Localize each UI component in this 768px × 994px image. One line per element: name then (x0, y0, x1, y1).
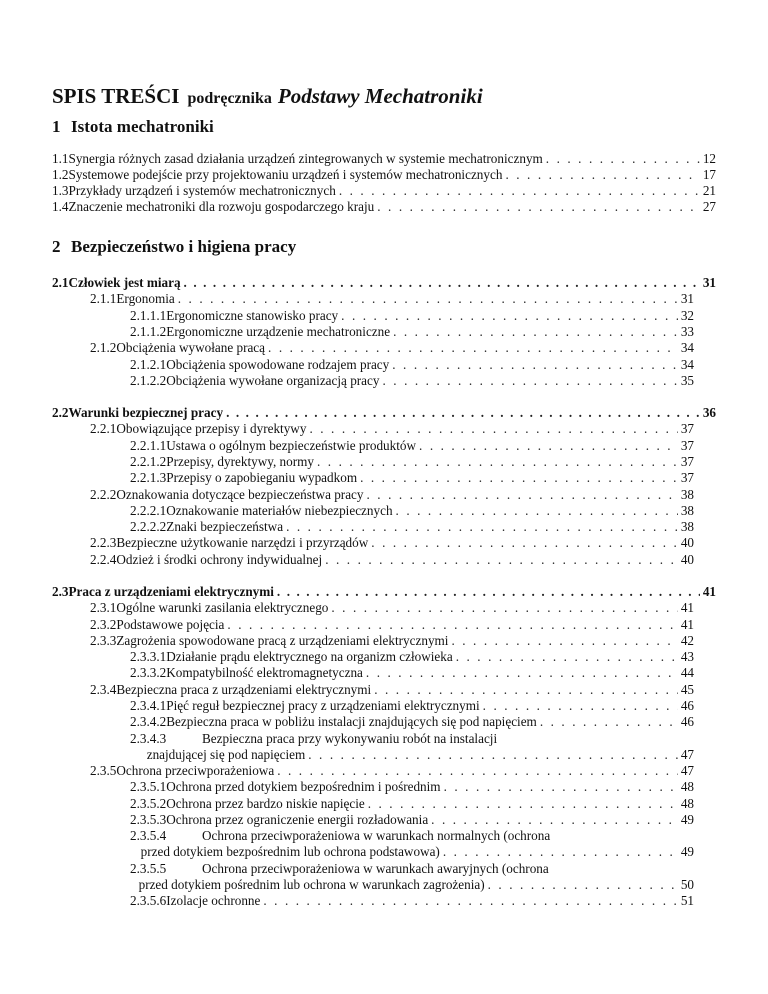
dot-leader (451, 632, 677, 649)
entry-number: 2.1.1 (90, 291, 117, 306)
page-number: 51 (680, 893, 694, 908)
entry-number: 2.3.5.1 (130, 779, 167, 794)
page-number: 36 (702, 405, 716, 420)
entry-title: Praca z urządzeniami elektrycznymi (68, 584, 274, 599)
entry-title: Ergonomia (116, 291, 175, 306)
entry-number: 2.3.5.3 (130, 812, 167, 827)
page-number: 49 (680, 844, 694, 859)
dot-leader (325, 551, 678, 568)
entry-title: Ochrona przez ograniczenie energii rozładowania (166, 812, 429, 827)
page-number: 38 (680, 487, 694, 502)
entry-number: 2.3.5 (90, 763, 117, 778)
entry-title: Odzież i środki ochrony indywidualnej (116, 552, 323, 567)
entry-number: 2.1.1.1 (130, 308, 167, 323)
entry-number: 2.1 (52, 275, 69, 290)
entry-title: Izolacje ochronne (166, 893, 261, 908)
entry-title: Obciążenia wywołane organizacją pracy (166, 373, 380, 388)
entry-title: Ochrona przeciwporażeniowa (116, 763, 275, 778)
entry-number: 2.3.4.1 (130, 698, 167, 713)
toc-entry (52, 274, 716, 291)
entry-number: 2.3.1 (90, 600, 117, 615)
chapter-title: Istota mechatroniki (71, 117, 214, 136)
entry-title: Bezpieczna praca przy wykonywaniu robót na instalacji (202, 731, 498, 746)
entry-number: 2.3.5.4 (130, 828, 167, 843)
book-title: Podstawy Mechatroniki (277, 84, 483, 108)
chapter-number: 2 (52, 237, 61, 256)
page-number: 41 (680, 617, 694, 632)
entry-title: Obciążenia wywołane pracą (116, 340, 266, 355)
toc-entry (130, 437, 694, 454)
toc-entry (90, 681, 694, 698)
entry-number: 2.2.1 (90, 421, 117, 436)
dot-leader (360, 469, 678, 486)
entry-title: Pięć reguł bezpiecznej pracy z urządzeniami elektrycznymi (166, 698, 480, 713)
entry-number: 2.3 (52, 584, 69, 599)
page-number: 37 (680, 421, 694, 436)
entry-number: 2.2 (52, 405, 69, 420)
entry-title: Przykłady urządzeń i systemów mechatronicznych (68, 183, 336, 198)
dot-leader (483, 697, 678, 714)
dot-leader (286, 518, 678, 535)
dot-leader (546, 150, 700, 167)
entry-number: 2.3.2 (90, 617, 117, 632)
entry-number: 2.1.2 (90, 340, 117, 355)
toc-entry (130, 892, 694, 909)
toc-entry (52, 583, 716, 600)
entry-title: Człowiek jest miarą (68, 275, 181, 290)
dot-leader (308, 746, 678, 763)
page-number: 21 (702, 183, 716, 198)
dot-leader (309, 420, 677, 437)
toc-entry (52, 404, 716, 421)
entry-number: 2.2.2.1 (130, 503, 167, 518)
entry-title: Oznakowanie materiałów niebezpiecznych (166, 503, 393, 518)
chapter-title: Bezpieczeństwo i higiena pracy (71, 237, 297, 256)
entry-number: 2.3.4 (90, 682, 117, 697)
toc-entry (90, 486, 694, 503)
dot-leader (184, 274, 700, 291)
chapter-heading (52, 117, 214, 137)
toc-entry (90, 339, 694, 356)
page-number: 50 (680, 877, 694, 892)
toc-entry (90, 632, 694, 649)
entry-title: Podstawowe pojęcia (116, 617, 225, 632)
toc-entry (130, 664, 694, 681)
chapter-heading (52, 237, 296, 257)
dot-leader (419, 437, 678, 454)
entry-number: 2.3.4.2 (130, 714, 167, 729)
toc-entry (130, 860, 694, 877)
toc-entry (90, 290, 694, 307)
page-number: 49 (680, 812, 694, 827)
page-number: 27 (702, 199, 716, 214)
entry-title-continued: znajdującej się pod napięciem (146, 747, 306, 762)
toc-entry (52, 150, 716, 167)
entry-title: Znaczenie mechatroniki dla rozwoju gospodarczego kraju (68, 199, 375, 214)
page-number: 40 (680, 535, 694, 550)
entry-number: 1.1 (52, 151, 69, 166)
page-number: 34 (680, 357, 694, 372)
dot-leader (392, 356, 678, 373)
toc-entry (130, 795, 694, 812)
entry-title: Ochrona przeciwporażeniowa w warunkach normalnych (ochrona (202, 828, 551, 843)
entry-title: Ochrona przeciwporażeniowa w warunkach awaryjnych (ochrona (202, 861, 549, 876)
page-number: 47 (680, 747, 694, 762)
toc-entry (130, 730, 694, 747)
toc-entry (130, 827, 694, 844)
entry-number: 2.2.4 (90, 552, 117, 567)
dot-leader (443, 843, 678, 860)
page-number: 41 (680, 600, 694, 615)
entry-title: Synergia różnych zasad działania urządzeń zintegrowanych w systemie mechatronicznym (68, 151, 543, 166)
dot-leader (341, 307, 678, 324)
entry-title: Obowiązujące przepisy i dyrektywy (116, 421, 307, 436)
dot-leader (277, 762, 678, 779)
toc-entry (52, 182, 716, 199)
toc-entry (130, 811, 694, 828)
page-number: 46 (680, 698, 694, 713)
title-subtitle: podręcznika (187, 90, 272, 107)
entry-number: 1.4 (52, 199, 69, 214)
entry-title: Przepisy o zapobieganiu wypadkom (166, 470, 358, 485)
toc-entry (90, 534, 694, 551)
dot-leader (371, 534, 678, 551)
page-number: 37 (680, 454, 694, 469)
dot-leader (227, 616, 677, 633)
dot-leader (374, 681, 678, 698)
toc-entry (130, 876, 694, 893)
entry-title: Kompatybilność elektromagnetyczna (166, 665, 363, 680)
entry-title: Ergonomiczne stanowisko pracy (166, 308, 339, 323)
entry-number: 2.3.4.3 (130, 731, 167, 746)
page-number: 33 (680, 324, 694, 339)
toc-entry (130, 843, 694, 860)
dot-leader (377, 198, 700, 215)
page-number: 37 (680, 470, 694, 485)
toc-entry (130, 502, 694, 519)
entry-title: Zagrożenia spowodowane pracą z urządzeniami elektrycznymi (116, 633, 449, 648)
dot-leader (339, 182, 700, 199)
title-main: SPIS TREŚCI (52, 84, 180, 108)
entry-title: Ergonomiczne urządzenie mechatroniczne (166, 324, 391, 339)
dot-leader (268, 339, 678, 356)
entry-number: 2.2.2 (90, 487, 117, 502)
toc-entry (90, 599, 694, 616)
entry-number: 2.3.3.1 (130, 649, 167, 664)
page-number: 17 (702, 167, 716, 182)
entry-title: Ochrona przez bardzo niskie napięcie (166, 796, 365, 811)
page-number: 43 (680, 649, 694, 664)
entry-title: Bezpieczna praca z urządzeniami elektrycznymi (116, 682, 372, 697)
dot-leader (317, 453, 678, 470)
entry-title: Warunki bezpiecznej pracy (68, 405, 224, 420)
dot-leader (263, 892, 677, 909)
page-number: 41 (702, 584, 716, 599)
entry-number: 2.1.1.2 (130, 324, 167, 339)
entry-title-continued: przed dotykiem bezpośrednim lub ochrona podstawowa) (140, 844, 440, 859)
toc-entry (130, 307, 694, 324)
toc-entry (130, 713, 694, 730)
entry-number: 2.1.2.2 (130, 373, 167, 388)
toc-entry (130, 648, 694, 665)
toc-entry (130, 746, 694, 763)
entry-number: 2.3.3 (90, 633, 117, 648)
entry-number: 2.3.5.2 (130, 796, 167, 811)
page-number: 34 (680, 340, 694, 355)
entry-number: 1.2 (52, 167, 69, 182)
toc-entry (90, 762, 694, 779)
entry-title: Ochrona przed dotykiem bezpośrednim i pośrednim (166, 779, 441, 794)
toc-entry (90, 551, 694, 568)
dot-leader (366, 664, 678, 681)
page-number: 42 (680, 633, 694, 648)
toc-entry (130, 356, 694, 373)
toc-entry (130, 778, 694, 795)
page-title (52, 84, 483, 109)
page-number: 12 (702, 151, 716, 166)
toc-entry (130, 697, 694, 714)
toc-entry (90, 420, 694, 437)
entry-title: Obciążenia spowodowane rodzajem pracy (166, 357, 390, 372)
entry-title: Znaki bezpieczeństwa (166, 519, 284, 534)
page-number: 31 (702, 275, 716, 290)
dot-leader (277, 583, 700, 600)
page-number: 44 (680, 665, 694, 680)
page-number: 38 (680, 503, 694, 518)
entry-title: Bezpieczne użytkowanie narzędzi i przyrządów (116, 535, 369, 550)
page-number: 48 (680, 796, 694, 811)
page-number: 47 (680, 763, 694, 778)
entry-number: 2.2.2.2 (130, 519, 167, 534)
dot-leader (367, 486, 678, 503)
entry-number: 2.3.5.6 (130, 893, 167, 908)
page-number: 31 (680, 291, 694, 306)
entry-title: Bezpieczna praca w pobliżu instalacji znajdujących się pod napięciem (166, 714, 537, 729)
entry-title: Przepisy, dyrektywy, normy (166, 454, 314, 469)
entry-number: 2.2.1.3 (130, 470, 167, 485)
entry-title: Oznakowania dotyczące bezpieczeństwa pracy (116, 487, 364, 502)
entry-title: Działanie prądu elektrycznego na organizm człowieka (166, 649, 453, 664)
toc-entry (130, 518, 694, 535)
entry-title: Ustawa o ogólnym bezpieczeństwie produktów (166, 438, 417, 453)
dot-leader (396, 502, 678, 519)
toc-entry (130, 469, 694, 486)
page-number: 40 (680, 552, 694, 567)
entry-number: 1.3 (52, 183, 69, 198)
dot-leader (444, 778, 678, 795)
dot-leader (178, 290, 678, 307)
entry-number: 2.2.3 (90, 535, 117, 550)
entry-number: 2.2.1.2 (130, 454, 167, 469)
dot-leader (488, 876, 678, 893)
entry-number: 2.2.1.1 (130, 438, 167, 453)
entry-title-continued: przed dotykiem pośrednim lub ochrona w warunkach zagrożenia) (138, 877, 485, 892)
toc-entry (52, 198, 716, 215)
page-number: 48 (680, 779, 694, 794)
chapter-number: 1 (52, 117, 61, 136)
page-number: 46 (680, 714, 694, 729)
page-number: 32 (680, 308, 694, 323)
dot-leader (393, 323, 678, 340)
toc-entry (130, 453, 694, 470)
entry-number: 2.3.3.2 (130, 665, 167, 680)
dot-leader (540, 713, 678, 730)
page-number: 38 (680, 519, 694, 534)
page-number: 45 (680, 682, 694, 697)
dot-leader (331, 599, 677, 616)
entry-title: Systemowe podejście przy projektowaniu urządzeń i systemów mechatronicznych (68, 167, 503, 182)
dot-leader (226, 404, 700, 421)
toc-entry (130, 372, 694, 389)
toc-entry (52, 166, 716, 183)
toc-entry (90, 616, 694, 633)
dot-leader (456, 648, 678, 665)
dot-leader (382, 372, 677, 389)
dot-leader (368, 795, 678, 812)
dot-leader (505, 166, 699, 183)
entry-number: 2.1.2.1 (130, 357, 167, 372)
entry-title: Ogólne warunki zasilania elektrycznego (116, 600, 329, 615)
toc-entry (130, 323, 694, 340)
page-number: 37 (680, 438, 694, 453)
entry-number: 2.3.5.5 (130, 861, 167, 876)
dot-leader (431, 811, 678, 828)
page-number: 35 (680, 373, 694, 388)
